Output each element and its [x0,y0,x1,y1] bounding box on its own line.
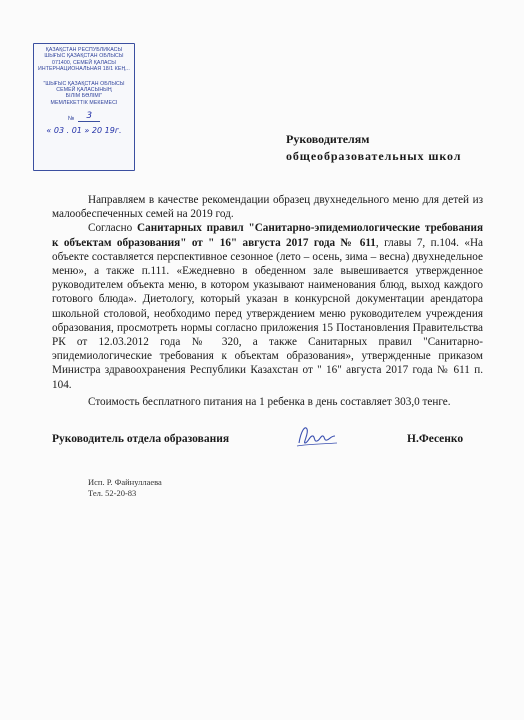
addressee-block [286,131,461,165]
paragraph-text: Согласно [88,222,138,235]
addressee-line: общеобразовательных школ [286,149,462,163]
stamp-line: БІЛІМ БӨЛІМІ" [65,93,103,100]
paragraph-text: , главы 7, п.104. «На объекте составляется перспективное сезонное (лето – осень, зима – весна) двухнедельное меню», а также п.111. «Ежедневно в обеденном зале вывешивается утвержденное руководителем объекта меню, в котором указывают наименования блюд, выход каждого готового блюда». Диетологу, который указан в конкурсной документации арендатора школьной столовой, необходимо перед утверждением меню руководителем учреждения образования, просмотреть нормы согласно приложения 15 Постановления Правительства РК от 12.03.2012 года № 320, а также Санитарных правил "Санитарно-эпидемиологические требования к объектам образования», утвержденные приказом Министра здравоохранения Республики Казахстан от " 16" августа 2017 года № 611 п. 104. [52,236,483,391]
stamp-line: ИНТЕРНАЦИОНАЛЬНАЯ 18/1 КЕҢ... [38,66,130,73]
executor-block [88,477,162,499]
regulation-reference: Санитарных правил "Санитарно-эпидемиологические требования к объектам образования" от " 16" августа 2017 года № 611 [52,222,483,249]
signatory-title: Руководитель отдела образования [52,433,230,445]
paragraph: Стоимость бесплатного питания на 1 ребенка в день составляет 303,0 тенге. [88,395,451,408]
executor-phone: Тел. 52-20-83 [88,488,137,498]
executor-name: Исп. Р. Файнуллаева [88,477,162,487]
stamp-line: 071400, СЕМЕЙ ҚАЛАСЫ [51,59,117,66]
stamp-line: СЕМЕЙ ҚАЛАСЫНЫҢ [56,87,112,94]
stamp-line: ҚАЗАҚСТАН РЕСПУБЛИКАСЫ [45,47,123,53]
stamp-number-row [37,112,131,122]
handwritten-signature [295,421,339,451]
letter-body [52,193,483,409]
stamp-number-value: 3 [78,112,100,122]
signatory-name: Н.Фесенко [407,433,464,445]
paragraph: Направляем в качестве рекомендации образец двухнедельного меню для детей из малообеспеченных семей на 2019 год. [52,194,483,221]
stamp-line: МЕМЛЕКЕТТІК МЕКЕМЕСІ [50,99,118,106]
registration-stamp [33,43,135,171]
paragraph [52,221,483,391]
stamp-date: « 03 . 01 » 20 19г. [46,126,122,136]
stamp-line: "ШЫҒЫС ҚАЗАҚСТАН ОБЛЫСЫ [43,80,125,87]
addressee-line: Руководителям [286,132,370,146]
stamp-line: ШЫҒЫС ҚАЗАҚСТАН ОБЛЫСЫ [44,53,124,60]
stamp-number-label: № [67,115,75,122]
